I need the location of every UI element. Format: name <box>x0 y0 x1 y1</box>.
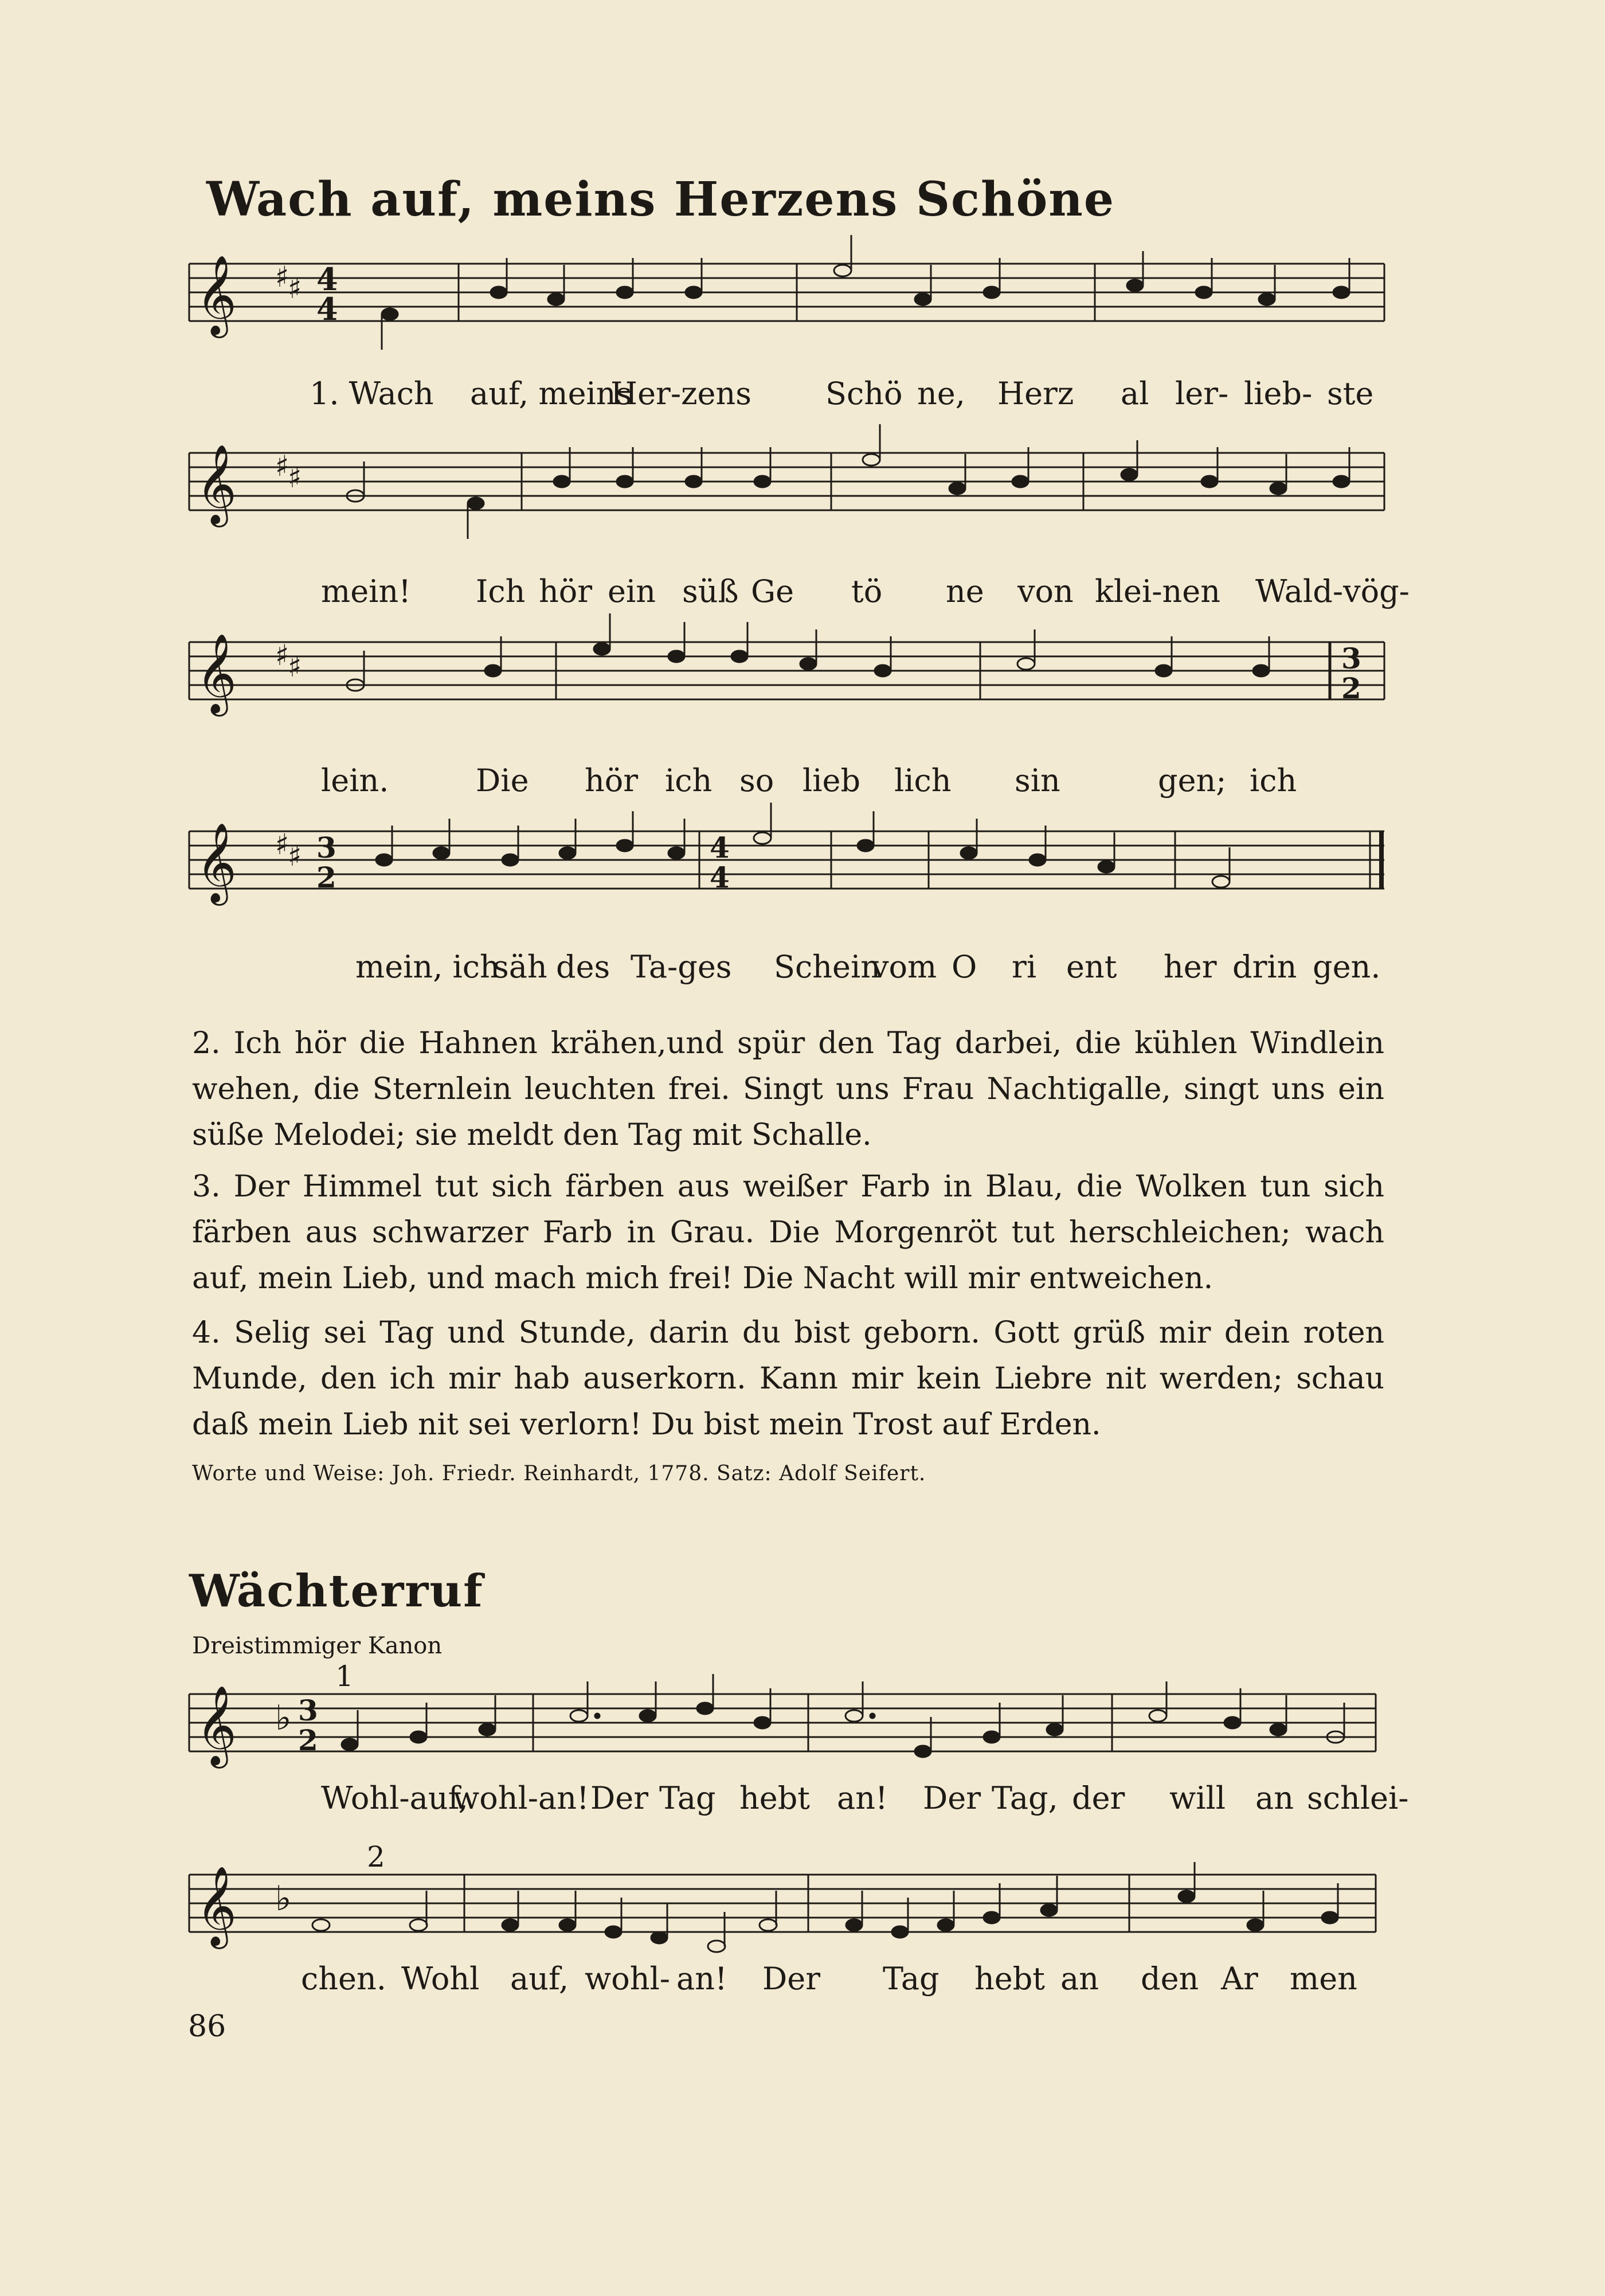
lyric-syllable: vom <box>871 949 937 985</box>
song-title: Wächterruf <box>189 1565 484 1617</box>
music-staff <box>189 247 1387 361</box>
canon-voice-number: 2 <box>367 1840 385 1873</box>
lyric-syllable: Ge <box>751 573 794 609</box>
lyric-syllable: den <box>1141 1961 1199 1997</box>
svg-text:𝄞: 𝄞 <box>196 255 237 335</box>
song-subtitle: Dreistimmiger Kanon <box>192 1633 443 1659</box>
canon-system-2 <box>189 1840 1387 2012</box>
svg-text:2: 2 <box>298 1723 318 1757</box>
svg-text:♯: ♯ <box>288 272 302 305</box>
svg-text:2: 2 <box>316 860 336 894</box>
svg-text:♭: ♭ <box>275 1698 292 1738</box>
svg-text:♯: ♯ <box>275 260 289 294</box>
lyric-syllable: ich <box>1250 762 1297 799</box>
lyric-syllable: hebt <box>974 1961 1046 1997</box>
svg-text:♯: ♯ <box>275 639 289 672</box>
song-credit: Worte und Weise: Joh. Friedr. Reinhardt, 1778. Satz: Adolf Seifert. <box>192 1462 926 1485</box>
lyric-syllable: 1. Wach <box>310 376 434 412</box>
verse-4: 4. Selig sei Tag und Stunde, darin du bist geborn. Gott grüß mir dein roten Munde, den ich mir hab auserkorn. Kann mir kein Liebre nit werden; schau daß mein Lieb nit sei verlorn! Du bist mein Trost auf Erden. <box>192 1316 1384 1442</box>
lyric-syllable: ein <box>608 573 656 609</box>
lyric-syllable: hör <box>539 573 593 609</box>
lyric-syllable: des <box>556 949 610 985</box>
svg-text:3: 3 <box>298 1693 318 1727</box>
lyric-syllable: Tag <box>659 1780 716 1816</box>
page-number: 86 <box>188 2009 226 2044</box>
lyric-syllable: ne <box>946 573 984 609</box>
lyric-syllable: mein, ich <box>355 949 500 985</box>
svg-text:♯: ♯ <box>288 461 302 494</box>
lyric-syllable: Ich <box>476 573 526 609</box>
lyric-syllable: Tag <box>883 1961 939 1997</box>
lyric-syllable: O <box>952 949 977 985</box>
lyric-syllable: lieb- <box>1244 376 1313 412</box>
lyric-syllable: Wohl <box>401 1961 480 1997</box>
lyric-syllable: mein! <box>321 573 411 609</box>
svg-text:♯: ♯ <box>288 839 302 873</box>
verse-3: 3. Der Himmel tut sich färben aus weißer Farb in Blau, die Wolken tun sich färben aus schwarzer Farb in Grau. Die Morgenröt tut herschleichen; wach auf, mein Lieb, und mach mich frei! Die Nacht will mir entweichen. <box>192 1169 1384 1296</box>
lyric-syllable: Ar <box>1221 1961 1258 1997</box>
lyric-syllable: sin <box>1015 762 1060 799</box>
lyric-syllable: klei-nen <box>1095 573 1220 609</box>
lyric-syllable: Wald-vög- <box>1255 573 1410 609</box>
lyric-syllable: an <box>1060 1961 1099 1997</box>
lyric-syllable: hör <box>585 762 639 799</box>
lyric-syllable: Der <box>923 1780 981 1816</box>
lyric-syllable: auf, meins <box>470 376 632 412</box>
svg-text:𝄞: 𝄞 <box>196 633 237 713</box>
svg-text:♭: ♭ <box>275 1879 292 1919</box>
lyric-syllable: an! <box>676 1961 727 1997</box>
music-system-3 <box>189 625 1387 808</box>
svg-text:𝄞: 𝄞 <box>196 823 237 902</box>
lyric-syllable: ste <box>1327 376 1374 412</box>
music-staff <box>189 625 1387 740</box>
lyric-syllable: Schö <box>825 376 903 412</box>
lyric-syllable: her <box>1164 949 1217 985</box>
music-system-2 <box>189 436 1410 619</box>
svg-text:♯: ♯ <box>288 650 302 683</box>
lyric-syllable: säh <box>493 949 547 985</box>
lyric-syllable: chen. <box>301 1961 386 1997</box>
svg-text:𝄞: 𝄞 <box>196 1866 237 1946</box>
lyric-syllable: Ta-ges <box>631 949 732 985</box>
svg-text:4: 4 <box>710 831 730 865</box>
lyric-syllable: Schein <box>774 949 881 985</box>
lyric-syllable: tö <box>851 573 883 609</box>
music-system-4 <box>189 814 1387 998</box>
svg-text:4: 4 <box>710 860 730 894</box>
canon-system-1 <box>189 1660 1409 1832</box>
svg-text:𝄞: 𝄞 <box>196 1685 237 1765</box>
lyric-syllable: lieb <box>802 762 861 799</box>
lyric-syllable: Der <box>762 1961 821 1997</box>
lyric-syllable: an <box>1255 1780 1294 1816</box>
music-staff <box>189 1677 1387 1792</box>
lyric-syllable: Der <box>590 1780 649 1816</box>
lyric-syllable: gen. <box>1313 949 1381 985</box>
lyric-syllable: von <box>1017 573 1074 609</box>
music-staff <box>189 436 1387 550</box>
lyric-syllable: hebt <box>739 1780 811 1816</box>
canon-voice-number: 1 <box>335 1660 354 1693</box>
lyric-syllable: ent <box>1066 949 1117 985</box>
lyric-syllable: schlei- <box>1307 1780 1409 1816</box>
lyric-syllable: ich <box>665 762 713 799</box>
lyric-syllable: wohl-an! <box>453 1780 589 1816</box>
svg-text:2: 2 <box>1341 671 1361 705</box>
lyric-syllable: ne, <box>917 376 965 412</box>
lyric-syllable: will <box>1169 1780 1226 1816</box>
verse-2: 2. Ich hör die Hahnen krähen,und spür den Tag darbei, die kühlen Windlein wehen, die Sternlein leuchten frei. Singt uns Frau Nachtigalle, singt uns ein süße Melodei; sie meldt den Tag mit Schalle. <box>192 1026 1384 1152</box>
music-staff <box>189 1857 1387 1972</box>
lyric-syllable: al <box>1121 376 1149 412</box>
lyric-syllable: wohl- <box>585 1961 671 1997</box>
lyric-syllable: drin <box>1232 949 1297 985</box>
music-staff <box>189 814 1387 929</box>
lyric-syllable: lich <box>894 762 952 799</box>
lyric-syllable: so <box>739 762 774 799</box>
svg-text:♯: ♯ <box>275 449 289 483</box>
lyric-syllable: Wohl-auf, <box>321 1780 468 1816</box>
svg-text:4: 4 <box>316 291 338 327</box>
lyric-syllable: gen; <box>1158 762 1227 799</box>
lyric-syllable: ri <box>1012 949 1037 985</box>
lyric-syllable: men <box>1290 1961 1357 1997</box>
svg-text:3: 3 <box>1341 642 1361 675</box>
svg-text:𝄞: 𝄞 <box>196 444 237 524</box>
lyric-syllable: lein. <box>321 762 389 799</box>
lyric-syllable: der <box>1072 1780 1125 1816</box>
lyric-syllable: an! <box>837 1780 888 1816</box>
song-title: Wach auf, meins Herzens Schöne <box>206 172 1115 227</box>
svg-text:4: 4 <box>316 261 338 298</box>
lyric-syllable: auf, <box>510 1961 569 1997</box>
lyric-syllable: Die <box>476 762 529 799</box>
lyric-syllable: ler- <box>1175 376 1229 412</box>
lyric-syllable: Tag, <box>992 1780 1058 1816</box>
music-system-1 <box>189 247 1387 430</box>
svg-text:♯: ♯ <box>275 828 289 861</box>
lyric-syllable: Herz <box>997 376 1074 412</box>
lyric-syllable: Her-zens <box>610 376 752 412</box>
lyric-syllable: süß <box>682 573 739 609</box>
svg-text:3: 3 <box>316 831 336 865</box>
